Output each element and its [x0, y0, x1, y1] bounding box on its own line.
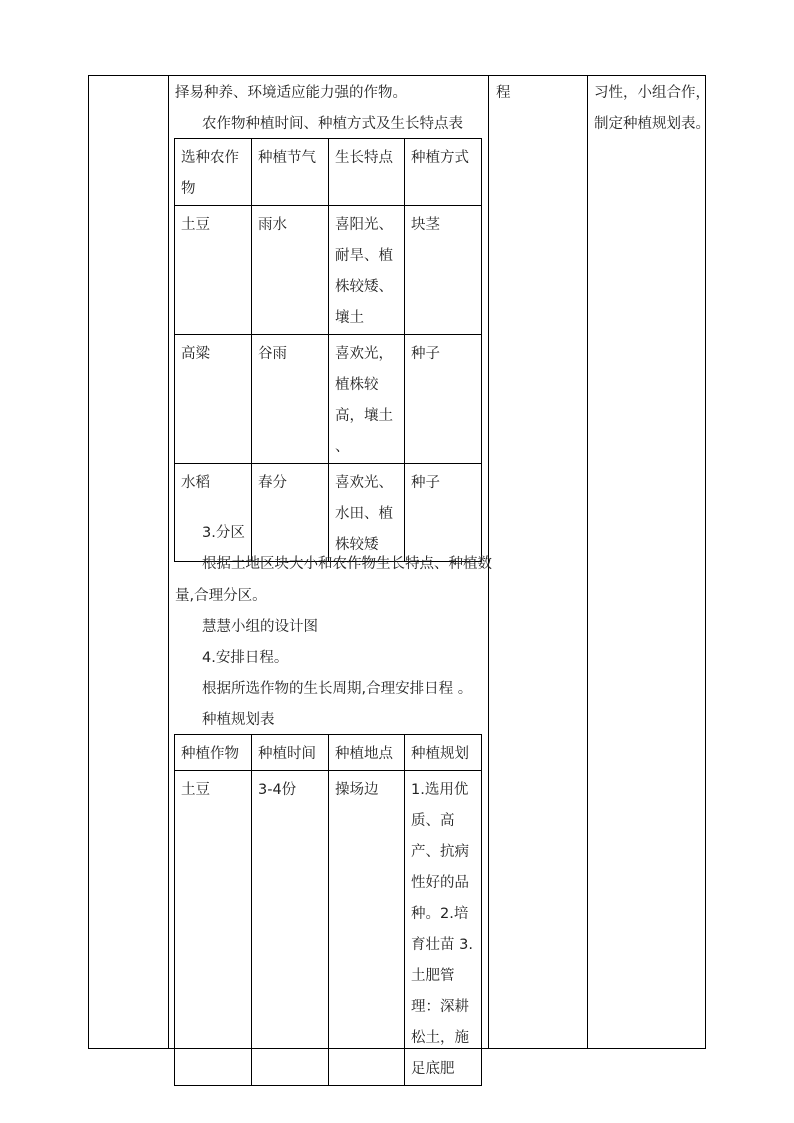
table-row — [175, 335, 482, 464]
table2-caption: 种植规划表 — [202, 712, 275, 728]
table-cell: 喜阳光、耐旱、植株较矮、壤土 — [329, 206, 405, 335]
table-cell: 雨水 — [252, 206, 329, 335]
table-cell: 种子 — [405, 335, 482, 464]
table-cell: 土豆 — [175, 206, 252, 335]
table-cell: 3-4份 — [252, 771, 329, 1086]
table-cell: 谷雨 — [252, 335, 329, 464]
table-cell: 水稻 — [175, 464, 252, 562]
table-header-cell: 种植节气 — [252, 139, 329, 206]
table-cell: 操场边 — [329, 771, 405, 1086]
table-header-cell: 种植方式 — [405, 139, 482, 206]
section3-title: 3.分区 — [202, 525, 245, 541]
intro-line: 择易种养、环境适应能力强的作物。 — [175, 85, 407, 101]
right-column-text: 习性，小组合作， — [594, 85, 710, 101]
middle-column-text: 程 — [496, 85, 511, 101]
table1-caption: 农作物种植时间、种植方式及生长特点表 — [202, 116, 463, 132]
table-cell: 喜欢光，植株较高，壤土 、 — [329, 335, 405, 464]
table-header-cell: 种植规划 — [405, 735, 482, 771]
table-cell: 喜欢光、水田、植株较矮 — [329, 464, 405, 562]
table-cell: 块茎 — [405, 206, 482, 335]
section4-title: 4.安排日程。 — [202, 650, 289, 666]
section4-body: 根据所选作物的生长周期,合理安排日程 。 — [202, 681, 473, 697]
table-header-cell: 种植作物 — [175, 735, 252, 771]
table-cell: 高粱 — [175, 335, 252, 464]
column-divider — [168, 76, 169, 1048]
table-header-cell: 种植地点 — [329, 735, 405, 771]
table-header-row — [175, 735, 482, 771]
planting-plan-table — [174, 734, 482, 1086]
column-divider — [587, 76, 588, 1048]
table-header-row — [175, 139, 482, 206]
section3-body: 量,合理分区。 — [175, 588, 267, 604]
design-caption: 慧慧小组的设计图 — [202, 619, 318, 635]
crop-characteristics-table — [174, 138, 482, 562]
section3-body: 根据土地区块大小和农作物生长特点、种植数 — [202, 556, 492, 572]
table-cell: 春分 — [252, 464, 329, 562]
table-row — [175, 206, 482, 335]
table-cell: 1.选用优质、高产、抗病性好的品种。2.培育壮苗 3.土肥管理：深耕松土，施足底肥 — [405, 771, 482, 1086]
table-cell: 种子 — [405, 464, 482, 562]
table-header-cell: 生长特点 — [329, 139, 405, 206]
table-header-cell: 选种农作物 — [175, 139, 252, 206]
table-row — [175, 464, 482, 562]
right-column-text: 制定种植规划表。 — [594, 116, 710, 132]
table-cell: 土豆 — [175, 771, 252, 1086]
table-row — [175, 771, 482, 1086]
table-header-cell: 种植时间 — [252, 735, 329, 771]
